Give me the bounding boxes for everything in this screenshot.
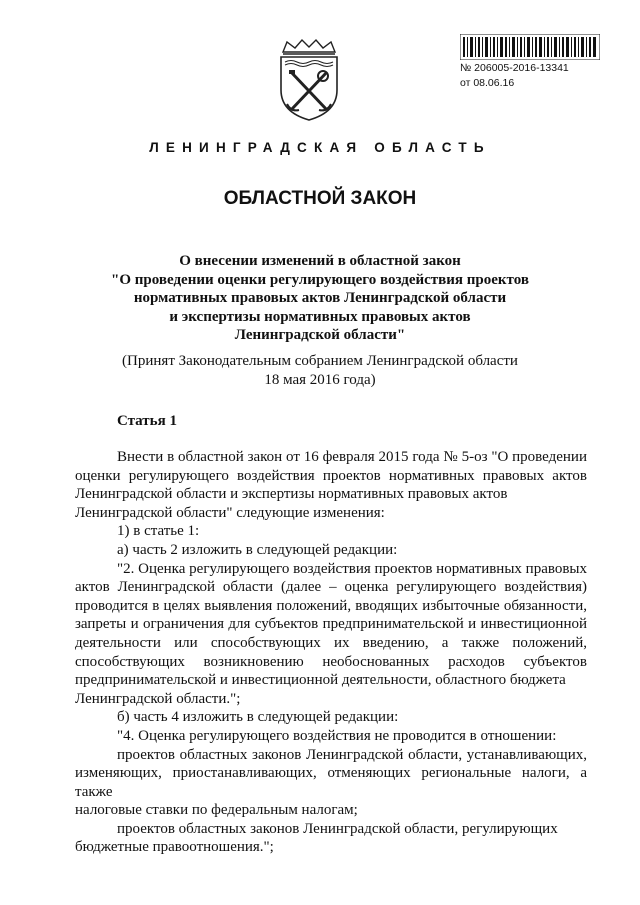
subject-line: "О проведении оценки регулирующего воздействия проектов xyxy=(111,271,529,288)
paragraph-continuation: налоговые ставки по федеральным налогам; xyxy=(75,802,358,819)
paragraph: "4. Оценка регулирующего воздействия не проводится в отношении: xyxy=(117,727,557,744)
adoption-line: (Принят Законодательным собранием Ленинградской области xyxy=(122,353,518,369)
registration-block xyxy=(460,34,600,90)
paragraph: проектов областных законов Ленинградской области, устанавливающих, изменяющих, приостанавливающих, отменяющих региональные налоги, а также xyxy=(75,746,587,800)
registration-date: от 08.06.16 xyxy=(460,77,515,89)
law-title: ОБЛАСТНОЙ ЗАКОН xyxy=(223,188,417,209)
barcode xyxy=(460,34,600,60)
paragraph: а) часть 2 изложить в следующей редакции: xyxy=(117,541,398,558)
region-heading: ЛЕНИНГРАДСКАЯ ОБЛАСТЬ xyxy=(149,140,491,155)
article-body xyxy=(75,448,587,857)
law-subject xyxy=(0,252,640,345)
paragraph: б) часть 4 изложить в следующей редакции: xyxy=(117,709,399,726)
article-title: Статья 1 xyxy=(117,413,177,429)
paragraph: проектов областных законов Ленинградской области, регулирующих xyxy=(117,820,558,837)
paragraph-continuation: бюджетные правоотношения."; xyxy=(75,839,274,856)
subject-line: нормативных правовых актов Ленинградской области xyxy=(133,290,507,306)
subject-line: и экспертизы нормативных правовых актов xyxy=(169,308,471,325)
paragraph: "2. Оценка регулирующего воздействия проектов нормативных правовых актов Ленинградской области (далее – оценка регулирующего воздействия) проводится в целях выявления положений, вводящих избыточные обязанности, запреты и ограничения для субъектов предпринимательской и инвестиционной деятельности или способствующих их введению, а также положений, способствующих возникновению необоснованных расходов субъектов предпринимательской и инвестиционной деятельности, областного бюджета xyxy=(75,560,587,689)
adoption-note xyxy=(0,352,640,389)
coat-of-arms-emblem xyxy=(275,38,343,122)
paragraph: 1) в статье 1: xyxy=(117,523,200,540)
paragraph-continuation: Ленинградской области."; xyxy=(75,690,241,707)
adoption-line: 18 мая 2016 года) xyxy=(264,371,376,388)
subject-line: О внесении изменений в областной закон xyxy=(179,253,461,269)
subject-line: Ленинградской области" xyxy=(234,327,406,343)
paragraph: Внести в областной закон от 16 февраля 2015 года № 5-оз "О проведении оценки регулирующего воздействия проектов нормативных правовых актов Ленинградской области и экспертизы нормативных правовых актов xyxy=(75,449,587,503)
registration-number: № 206005-2016-13341 xyxy=(460,62,569,74)
paragraph-continuation: Ленинградской области" следующие изменения: xyxy=(75,504,385,521)
